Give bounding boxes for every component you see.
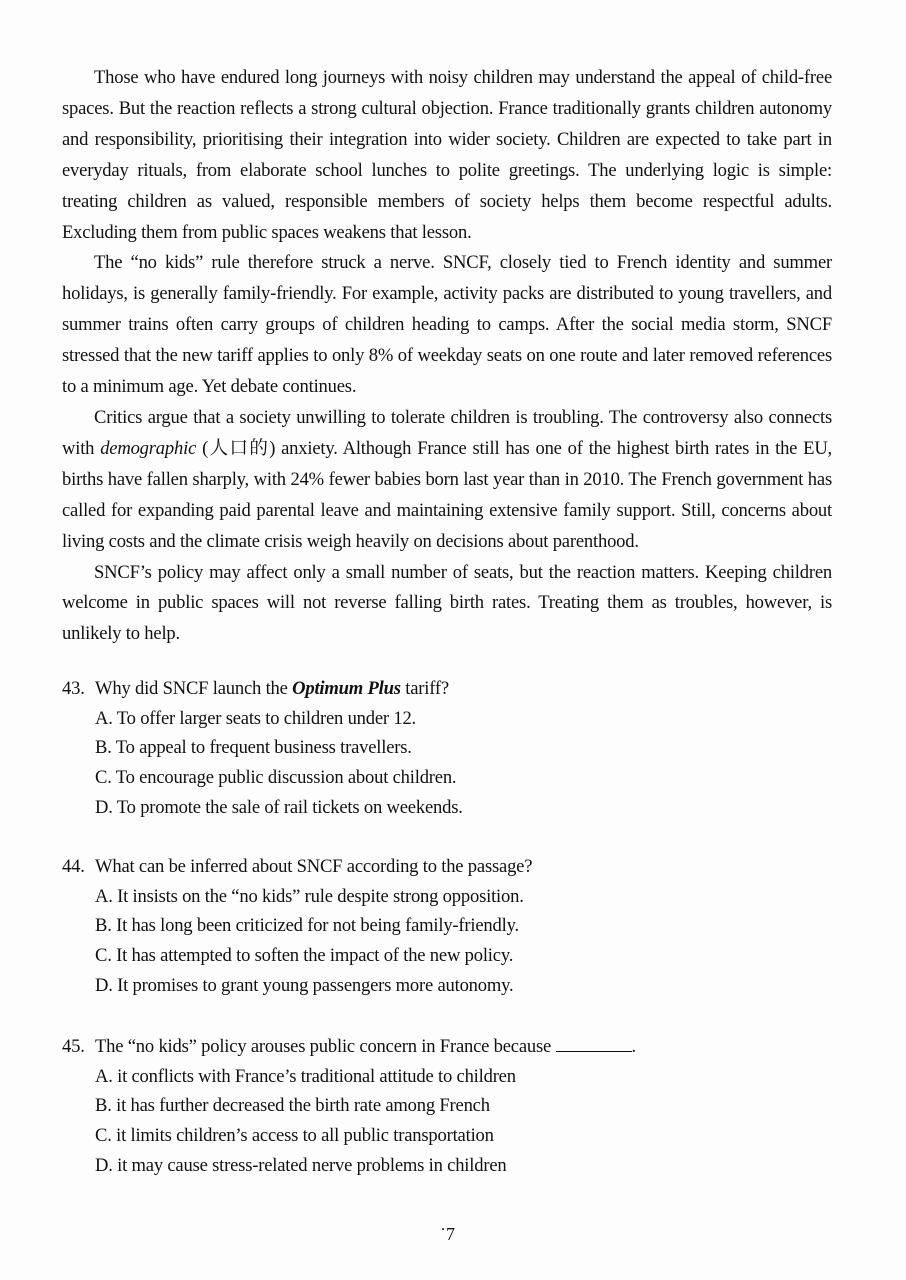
paragraph: Those who have endured long journeys with noisy children may understand the appeal of child-free spaces. But the reaction reflects a strong cultural objection. France traditionally grants children autonomy and responsibility, prioritising their integration into wider society. Children are expected to take part in everyday rituals, from elaborate school lunches to polite greetings. The underlying logic is simple: treating children as valued, responsible members of society helps them become respectful adults. Excluding them from public spaces weakens that lesson. xyxy=(62,67,832,243)
page-number: ˙7 xyxy=(440,1224,455,1244)
italic-term: demographic xyxy=(100,437,197,459)
answer-blank xyxy=(556,1035,632,1052)
option: C. It has attempted to soften the impact of the new policy. xyxy=(95,945,514,967)
option: B. To appeal to frequent business travellers. xyxy=(95,737,412,759)
passage xyxy=(62,63,832,650)
question-stem: What can be inferred about SNCF according to the passage? xyxy=(95,856,533,877)
option: D. To promote the sale of rail tickets on weekends. xyxy=(95,796,463,818)
option: B. it has further decreased the birth rate among French xyxy=(95,1095,490,1117)
option: C. To encourage public discussion about children. xyxy=(95,767,457,789)
question-43: 43. Why did SNCF launch the Optimum Plus tariff? A. To offer larger seats to children under 12. B. To appeal to frequent business travellers. C. To encourage public discussion about children. D. To promote the sale of rail tickets on weekends. xyxy=(62,674,832,823)
option: A. it conflicts with France’s traditional attitude to children xyxy=(95,1065,516,1087)
question-stem: Why did SNCF launch the Optimum Plus tariff? xyxy=(95,678,449,699)
option: A. To offer larger seats to children under 12. xyxy=(95,707,416,729)
option: D. It promises to grant young passengers more autonomy. xyxy=(95,974,514,996)
paragraph: Critics argue that a society unwilling to tolerate children is troubling. The controversy also connects with demographic (人口的) anxiety. Although France still has one of the highest birth rates in the EU, births have fallen sharply, with 24% fewer babies born last year than in 2010. The French government has called for expanding paid parental leave and maintaining extensive family support. Still, concerns about living costs and the climate crisis weigh heavily on decisions about parenthood. xyxy=(62,406,832,552)
option: C. it limits children’s access to all public transportation xyxy=(95,1125,494,1147)
question-44: 44. What can be inferred about SNCF according to the passage? A. It insists on the “no kids” rule despite strong opposition. B. It has long been criticized for not being family-friendly. C. It has attempted to soften the impact of the new policy. D. It promises to grant young passengers more autonomy. xyxy=(62,852,832,1001)
paragraph: SNCF’s policy may affect only a small number of seats, but the reaction matters. Keeping children welcome in public spaces will not reverse falling birth rates. Treating them as troubles, however, is unlikely to help. xyxy=(62,561,832,645)
option: D. it may cause stress-related nerve problems in children xyxy=(95,1154,507,1176)
paragraph: The “no kids” rule therefore struck a nerve. SNCF, closely tied to French identity and summer holidays, is generally family-friendly. For example, activity packs are distributed to young travellers, and summer trains often carry groups of children heading to camps. After the social media storm, SNCF stressed that the new tariff applies to only 8% of weekday seats on one route and later removed references to a minimum age. Yet debate continues. xyxy=(62,252,832,398)
option: A. It insists on the “no kids” rule despite strong opposition. xyxy=(95,885,524,907)
question-stem: The “no kids” policy arouses public concern in France because . xyxy=(95,1036,636,1057)
option: B. It has long been criticized for not being family-friendly. xyxy=(95,915,519,937)
question-45: 45. The “no kids” policy arouses public concern in France because . A. it conflicts with France’s traditional attitude to children B. it has further decreased the birth rate among French C. it limits children’s access to all public transportation D. it may cause stress-related nerve problems in children xyxy=(62,1032,832,1181)
